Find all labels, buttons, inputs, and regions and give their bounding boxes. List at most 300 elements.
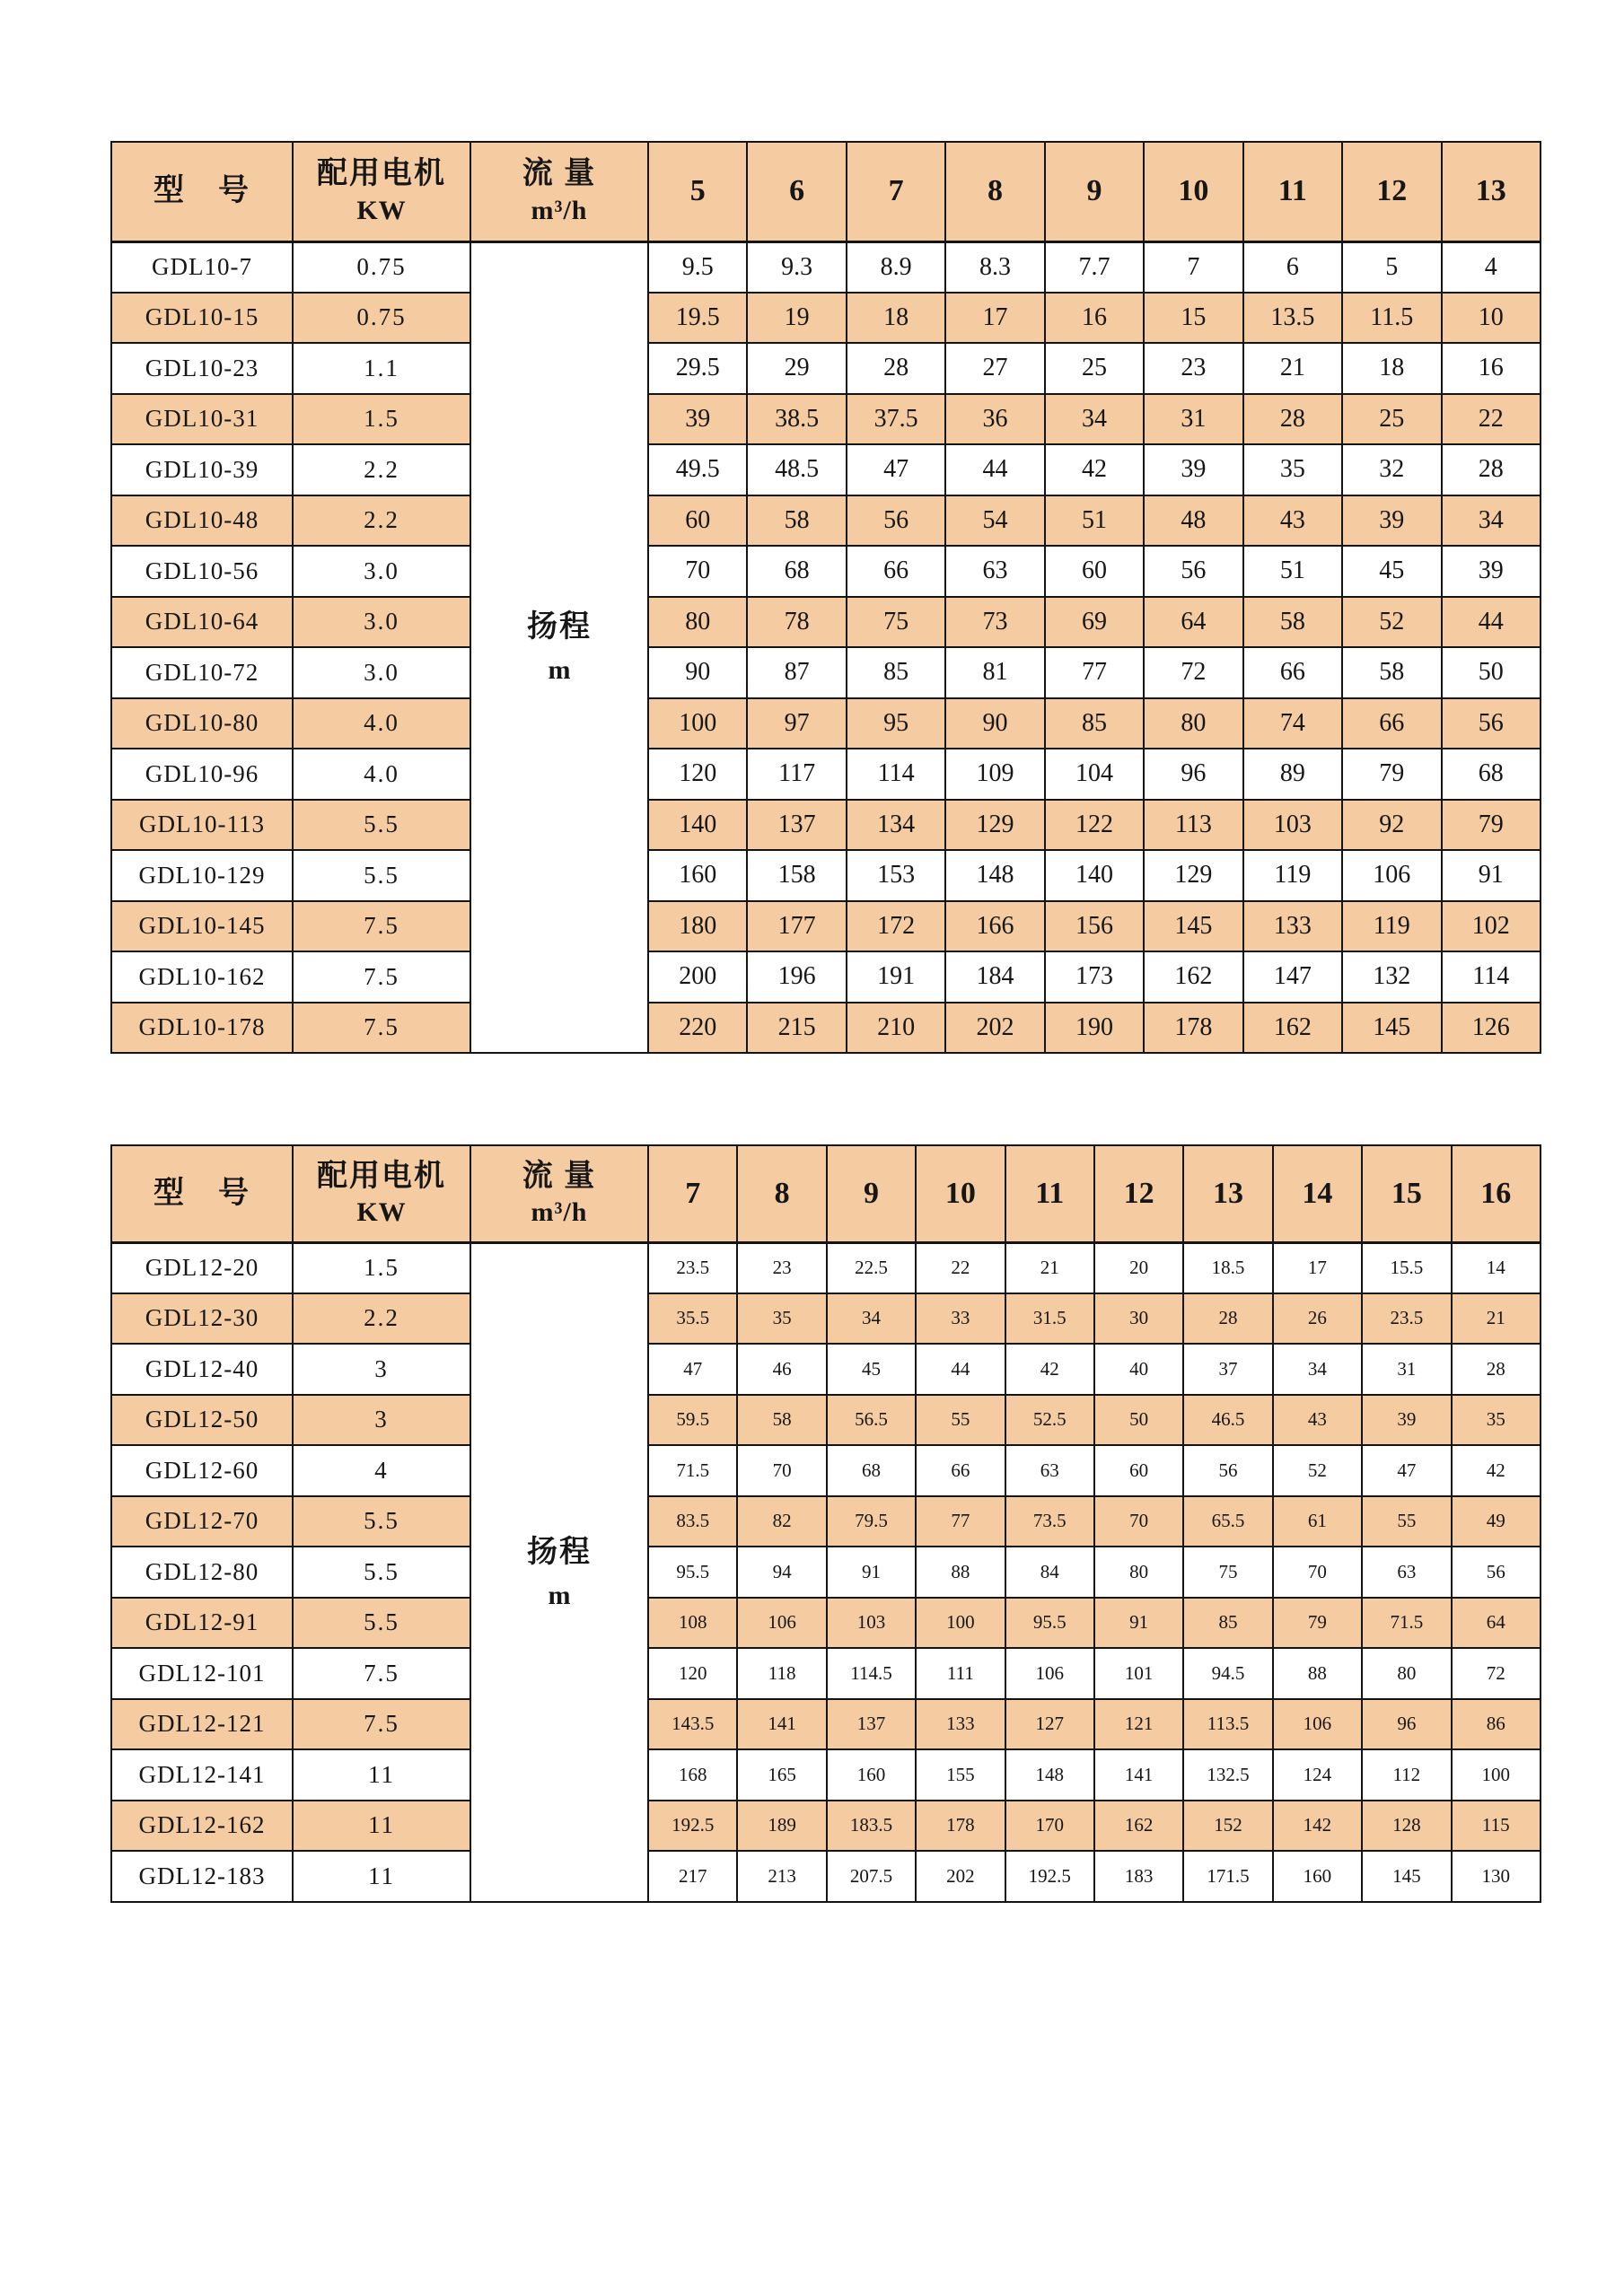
table-row	[111, 1344, 1541, 1395]
head-value-cell: 141	[1094, 1749, 1183, 1801]
flow-value-header-cell: 12	[1094, 1145, 1183, 1242]
head-value-cell: 73	[945, 597, 1044, 648]
head-value-cell: 60	[1094, 1445, 1183, 1496]
head-value-cell: 196	[747, 951, 846, 1003]
pump-model-cell: GDL10-48	[111, 495, 293, 547]
head-value-cell: 160	[827, 1749, 916, 1801]
head-value-cell: 162	[1094, 1801, 1183, 1852]
head-value-cell: 7.7	[1045, 241, 1144, 293]
pump-model-cell: GDL10-39	[111, 444, 293, 495]
head-value-cell: 68	[747, 546, 846, 597]
head-value-cell: 114	[1442, 951, 1541, 1003]
head-value-cell: 49.5	[648, 444, 747, 495]
motor-power-cell: 7.5	[293, 1003, 470, 1054]
head-value-cell: 17	[945, 293, 1044, 344]
head-value-cell: 178	[916, 1801, 1005, 1852]
table-row	[111, 495, 1541, 547]
head-value-cell: 56	[1442, 698, 1541, 749]
head-value-cell: 34	[1273, 1344, 1362, 1395]
flow-value-header-cell: 13	[1442, 142, 1541, 241]
head-value-cell: 83.5	[648, 1496, 737, 1547]
head-value-cell: 106	[737, 1598, 826, 1649]
head-value-cell: 63	[1005, 1445, 1094, 1496]
table-row	[111, 1598, 1541, 1649]
head-value-cell: 90	[648, 647, 747, 698]
pump-model-cell: GDL10-72	[111, 647, 293, 698]
pump-model-cell: GDL10-56	[111, 546, 293, 597]
head-value-cell: 18.5	[1183, 1242, 1272, 1293]
head-value-cell: 72	[1144, 647, 1242, 698]
head-value-cell: 15.5	[1362, 1242, 1451, 1293]
head-value-cell: 23	[1144, 343, 1242, 394]
head-value-cell: 120	[648, 749, 747, 800]
head-value-cell: 172	[847, 901, 945, 952]
motor-power-cell: 3.0	[293, 597, 470, 648]
head-value-cell: 66	[847, 546, 945, 597]
head-value-cell: 180	[648, 901, 747, 952]
table-row	[111, 1547, 1541, 1598]
table-row	[111, 951, 1541, 1003]
table-row	[111, 1648, 1541, 1699]
head-value-cell: 142	[1273, 1801, 1362, 1852]
head-value-cell: 78	[747, 597, 846, 648]
head-value-cell: 66	[916, 1445, 1005, 1496]
pump-model-cell: GDL12-70	[111, 1496, 293, 1547]
head-value-cell: 183	[1094, 1851, 1183, 1902]
head-value-cell: 217	[648, 1851, 737, 1902]
head-value-cell: 153	[847, 850, 945, 901]
head-value-cell: 89	[1243, 749, 1342, 800]
head-value-cell: 58	[737, 1395, 826, 1446]
flow-value-header-cell: 7	[847, 142, 945, 241]
head-value-cell: 80	[1362, 1648, 1451, 1699]
head-value-cell: 77	[916, 1496, 1005, 1547]
head-value-cell: 44	[1442, 597, 1541, 648]
motor-power-header-cell	[293, 1145, 470, 1242]
head-value-cell: 35	[1243, 444, 1342, 495]
head-value-cell: 46.5	[1183, 1395, 1272, 1446]
motor-power-cell: 0.75	[293, 241, 470, 293]
flow-value-header-cell: 8	[945, 142, 1044, 241]
head-value-cell: 192.5	[1005, 1851, 1094, 1902]
table-header-row	[111, 142, 1541, 241]
head-value-cell: 33	[916, 1293, 1005, 1345]
head-column-label: 扬程	[527, 610, 592, 644]
head-value-cell: 25	[1045, 343, 1144, 394]
head-value-cell: 168	[648, 1749, 737, 1801]
head-value-cell: 143.5	[648, 1699, 737, 1750]
head-value-cell: 60	[648, 495, 747, 547]
head-value-cell: 31	[1362, 1344, 1451, 1395]
flow-value-header-cell: 16	[1452, 1145, 1541, 1242]
head-value-cell: 165	[737, 1749, 826, 1801]
head-value-cell: 28	[1452, 1344, 1541, 1395]
head-value-cell: 48	[1144, 495, 1242, 547]
table-row	[111, 1003, 1541, 1054]
head-value-cell: 18	[847, 293, 945, 344]
head-value-cell: 210	[847, 1003, 945, 1054]
head-value-cell: 26	[1273, 1293, 1362, 1345]
head-value-cell: 70	[1273, 1547, 1362, 1598]
head-value-cell: 10	[1442, 293, 1541, 344]
head-value-cell: 71.5	[648, 1445, 737, 1496]
head-value-cell: 50	[1094, 1395, 1183, 1446]
flow-rate-header-label: 流 量	[522, 157, 597, 191]
head-value-cell: 48.5	[747, 444, 846, 495]
head-value-cell: 148	[945, 850, 1044, 901]
motor-power-cell: 11	[293, 1851, 470, 1902]
head-value-cell: 121	[1094, 1699, 1183, 1750]
head-value-cell: 4	[1442, 241, 1541, 293]
head-value-cell: 190	[1045, 1003, 1144, 1054]
head-value-cell: 58	[747, 495, 846, 547]
head-value-cell: 118	[737, 1648, 826, 1699]
head-value-cell: 34	[1442, 495, 1541, 547]
head-value-cell: 97	[747, 698, 846, 749]
table-row	[111, 800, 1541, 851]
head-value-cell: 134	[847, 800, 945, 851]
motor-power-cell: 11	[293, 1749, 470, 1801]
head-value-cell: 87	[747, 647, 846, 698]
head-value-cell: 119	[1243, 850, 1342, 901]
head-value-cell: 96	[1144, 749, 1242, 800]
head-value-cell: 126	[1442, 1003, 1541, 1054]
head-value-cell: 43	[1243, 495, 1342, 547]
pump-model-cell: GDL10-15	[111, 293, 293, 344]
head-value-cell: 51	[1243, 546, 1342, 597]
flow-value-header-cell: 12	[1342, 142, 1441, 241]
head-value-cell: 47	[1362, 1445, 1451, 1496]
flow-rate-unit-label: m³/h	[531, 195, 588, 225]
head-value-cell: 113.5	[1183, 1699, 1272, 1750]
head-value-cell: 114	[847, 749, 945, 800]
model-header-label: 型 号	[154, 174, 250, 207]
head-value-cell: 23.5	[648, 1242, 737, 1293]
head-value-cell: 68	[827, 1445, 916, 1496]
head-merged-column-cell	[470, 1242, 648, 1902]
head-value-cell: 84	[1005, 1547, 1094, 1598]
head-value-cell: 56	[1452, 1547, 1541, 1598]
head-value-cell: 133	[1243, 901, 1342, 952]
head-value-cell: 19.5	[648, 293, 747, 344]
head-value-cell: 77	[1045, 647, 1144, 698]
flow-value-header-cell: 7	[648, 1145, 737, 1242]
head-value-cell: 31	[1144, 394, 1242, 445]
head-value-cell: 7	[1144, 241, 1242, 293]
motor-power-cell: 1.5	[293, 1242, 470, 1293]
motor-power-cell: 3	[293, 1395, 470, 1446]
head-value-cell: 160	[648, 850, 747, 901]
head-value-cell: 16	[1442, 343, 1541, 394]
head-value-cell: 23	[737, 1242, 826, 1293]
table-row	[111, 1851, 1541, 1902]
head-value-cell: 38.5	[747, 394, 846, 445]
motor-power-cell: 3.0	[293, 647, 470, 698]
head-value-cell: 100	[648, 698, 747, 749]
head-value-cell: 17	[1273, 1242, 1362, 1293]
head-value-cell: 101	[1094, 1648, 1183, 1699]
pump-model-cell: GDL10-96	[111, 749, 293, 800]
head-value-cell: 35.5	[648, 1293, 737, 1345]
head-value-cell: 70	[737, 1445, 826, 1496]
motor-power-header-label: 配用电机	[317, 1159, 446, 1193]
head-value-cell: 132.5	[1183, 1749, 1272, 1801]
head-value-cell: 47	[847, 444, 945, 495]
head-value-cell: 85	[847, 647, 945, 698]
head-value-cell: 70	[1094, 1496, 1183, 1547]
head-value-cell: 51	[1045, 495, 1144, 547]
head-value-cell: 96	[1362, 1699, 1451, 1750]
head-value-cell: 81	[945, 647, 1044, 698]
model-header-label: 型 号	[154, 1176, 250, 1210]
head-value-cell: 122	[1045, 800, 1144, 851]
pump-model-cell: GDL12-30	[111, 1293, 293, 1345]
head-value-cell: 39	[1144, 444, 1242, 495]
head-value-cell: 63	[1362, 1547, 1451, 1598]
flow-value-header-cell: 13	[1183, 1145, 1272, 1242]
head-value-cell: 95.5	[648, 1547, 737, 1598]
head-value-cell: 114.5	[827, 1648, 916, 1699]
head-value-cell: 8.9	[847, 241, 945, 293]
pump-spec-table-gdl10	[110, 141, 1541, 1054]
pump-model-cell: GDL12-141	[111, 1749, 293, 1801]
head-value-cell: 127	[1005, 1699, 1094, 1750]
head-value-cell: 119	[1342, 901, 1441, 952]
head-value-cell: 106	[1005, 1648, 1094, 1699]
head-value-cell: 28	[1183, 1293, 1272, 1345]
head-value-cell: 86	[1452, 1699, 1541, 1750]
flow-rate-header-cell	[470, 1145, 648, 1242]
table-row	[111, 597, 1541, 648]
table-row	[111, 444, 1541, 495]
pump-model-cell: GDL10-80	[111, 698, 293, 749]
head-value-cell: 61	[1273, 1496, 1362, 1547]
head-value-cell: 20	[1094, 1242, 1183, 1293]
motor-power-cell: 2.2	[293, 444, 470, 495]
motor-power-cell: 3.0	[293, 546, 470, 597]
motor-power-cell: 1.1	[293, 343, 470, 394]
motor-power-cell: 4.0	[293, 698, 470, 749]
head-value-cell: 73.5	[1005, 1496, 1094, 1547]
motor-power-header-label: 配用电机	[317, 157, 446, 191]
head-value-cell: 58	[1342, 647, 1441, 698]
head-value-cell: 74	[1243, 698, 1342, 749]
head-value-cell: 28	[847, 343, 945, 394]
flow-value-header-cell: 10	[916, 1145, 1005, 1242]
motor-power-cell: 5.5	[293, 850, 470, 901]
pump-model-cell: GDL10-129	[111, 850, 293, 901]
head-value-cell: 30	[1094, 1293, 1183, 1345]
pump-model-cell: GDL12-91	[111, 1598, 293, 1649]
pump-model-cell: GDL12-20	[111, 1242, 293, 1293]
head-value-cell: 106	[1342, 850, 1441, 901]
flow-value-header-cell: 15	[1362, 1145, 1451, 1242]
flow-value-header-cell: 11	[1243, 142, 1342, 241]
motor-power-cell: 7.5	[293, 1648, 470, 1699]
head-value-cell: 64	[1144, 597, 1242, 648]
motor-power-cell: 5.5	[293, 1598, 470, 1649]
table-row	[111, 749, 1541, 800]
pump-model-cell: GDL12-40	[111, 1344, 293, 1395]
flow-rate-unit-label: m³/h	[531, 1197, 588, 1228]
head-value-cell: 59.5	[648, 1395, 737, 1446]
head-value-cell: 75	[847, 597, 945, 648]
table-row	[111, 546, 1541, 597]
head-value-cell: 66	[1342, 698, 1441, 749]
head-value-cell: 184	[945, 951, 1044, 1003]
head-value-cell: 42	[1452, 1445, 1541, 1496]
head-value-cell: 56	[1183, 1445, 1272, 1496]
head-value-cell: 140	[1045, 850, 1144, 901]
head-value-cell: 189	[737, 1801, 826, 1852]
pump-model-cell: GDL10-64	[111, 597, 293, 648]
head-value-cell: 29.5	[648, 343, 747, 394]
head-column-label: 扬程	[527, 1535, 592, 1569]
head-value-cell: 94	[737, 1547, 826, 1598]
head-value-cell: 22	[1442, 394, 1541, 445]
head-value-cell: 103	[1243, 800, 1342, 851]
head-value-cell: 40	[1094, 1344, 1183, 1395]
pump-model-cell: GDL12-183	[111, 1851, 293, 1902]
motor-power-cell: 5.5	[293, 800, 470, 851]
head-value-cell: 47	[648, 1344, 737, 1395]
head-value-cell: 6	[1243, 241, 1342, 293]
head-value-cell: 140	[648, 800, 747, 851]
head-value-cell: 88	[916, 1547, 1005, 1598]
head-value-cell: 202	[945, 1003, 1044, 1054]
head-value-cell: 66	[1243, 647, 1342, 698]
head-value-cell: 29	[747, 343, 846, 394]
head-value-cell: 79	[1442, 800, 1541, 851]
head-value-cell: 79.5	[827, 1496, 916, 1547]
head-value-cell: 35	[737, 1293, 826, 1345]
head-value-cell: 43	[1273, 1395, 1362, 1446]
table-row	[111, 1242, 1541, 1293]
head-value-cell: 54	[945, 495, 1044, 547]
table-header-row	[111, 1145, 1541, 1242]
pump-model-cell: GDL12-50	[111, 1395, 293, 1446]
flow-value-header-cell: 8	[737, 1145, 826, 1242]
table-row	[111, 1749, 1541, 1801]
pump-model-cell: GDL12-60	[111, 1445, 293, 1496]
pump-model-cell: GDL10-145	[111, 901, 293, 952]
head-value-cell: 50	[1442, 647, 1541, 698]
pump-model-cell: GDL12-121	[111, 1699, 293, 1750]
head-value-cell: 34	[1045, 394, 1144, 445]
head-value-cell: 178	[1144, 1003, 1242, 1054]
head-value-cell: 64	[1452, 1598, 1541, 1649]
head-column-unit-label: m	[548, 1580, 571, 1610]
head-value-cell: 44	[916, 1344, 1005, 1395]
motor-power-cell: 7.5	[293, 951, 470, 1003]
table-row	[111, 647, 1541, 698]
head-value-cell: 32	[1342, 444, 1441, 495]
head-value-cell: 80	[1094, 1547, 1183, 1598]
table-row	[111, 698, 1541, 749]
pump-model-cell: GDL10-23	[111, 343, 293, 394]
head-value-cell: 18	[1342, 343, 1441, 394]
head-value-cell: 31.5	[1005, 1293, 1094, 1345]
head-value-cell: 100	[916, 1598, 1005, 1649]
head-value-cell: 213	[737, 1851, 826, 1902]
head-value-cell: 8.3	[945, 241, 1044, 293]
head-value-cell: 52	[1273, 1445, 1362, 1496]
flow-rate-header-label: 流 量	[522, 1159, 597, 1193]
motor-power-cell: 11	[293, 1801, 470, 1852]
head-value-cell: 129	[945, 800, 1044, 851]
pump-spec-table-gdl12	[110, 1144, 1541, 1903]
pump-model-cell: GDL10-113	[111, 800, 293, 851]
head-value-cell: 11.5	[1342, 293, 1441, 344]
table-row	[111, 1801, 1541, 1852]
head-value-cell: 52	[1342, 597, 1441, 648]
table-row	[111, 1699, 1541, 1750]
head-value-cell: 90	[945, 698, 1044, 749]
pump-model-cell: GDL10-178	[111, 1003, 293, 1054]
head-value-cell: 115	[1452, 1801, 1541, 1852]
flow-value-header-cell: 9	[1045, 142, 1144, 241]
head-value-cell: 37	[1183, 1344, 1272, 1395]
motor-power-cell: 7.5	[293, 901, 470, 952]
head-value-cell: 52.5	[1005, 1395, 1094, 1446]
head-value-cell: 132	[1342, 951, 1441, 1003]
head-value-cell: 129	[1144, 850, 1242, 901]
head-value-cell: 21	[1005, 1242, 1094, 1293]
head-value-cell: 128	[1362, 1801, 1451, 1852]
flow-value-header-cell: 6	[747, 142, 846, 241]
motor-power-header-cell	[293, 142, 470, 241]
head-value-cell: 133	[916, 1699, 1005, 1750]
head-value-cell: 13.5	[1243, 293, 1342, 344]
head-value-cell: 85	[1045, 698, 1144, 749]
model-header-cell	[111, 1145, 293, 1242]
head-value-cell: 215	[747, 1003, 846, 1054]
head-value-cell: 95	[847, 698, 945, 749]
flow-value-header-cell: 5	[648, 142, 747, 241]
head-value-cell: 183.5	[827, 1801, 916, 1852]
table-row	[111, 1395, 1541, 1446]
head-value-cell: 60	[1045, 546, 1144, 597]
head-value-cell: 79	[1342, 749, 1441, 800]
model-header-cell	[111, 142, 293, 241]
head-value-cell: 22.5	[827, 1242, 916, 1293]
head-value-cell: 112	[1362, 1749, 1451, 1801]
head-value-cell: 63	[945, 546, 1044, 597]
head-value-cell: 55	[1362, 1496, 1451, 1547]
head-value-cell: 25	[1342, 394, 1441, 445]
head-value-cell: 94.5	[1183, 1648, 1272, 1699]
head-value-cell: 117	[747, 749, 846, 800]
pump-model-cell: GDL10-7	[111, 241, 293, 293]
head-value-cell: 15	[1144, 293, 1242, 344]
head-value-cell: 220	[648, 1003, 747, 1054]
head-value-cell: 166	[945, 901, 1044, 952]
head-value-cell: 9.5	[648, 241, 747, 293]
head-value-cell: 171.5	[1183, 1851, 1272, 1902]
head-value-cell: 91	[827, 1547, 916, 1598]
motor-power-unit-label: KW	[356, 195, 407, 225]
motor-power-cell: 4	[293, 1445, 470, 1496]
head-value-cell: 88	[1273, 1648, 1362, 1699]
motor-power-unit-label: KW	[356, 1197, 407, 1228]
motor-power-cell: 1.5	[293, 394, 470, 445]
head-value-cell: 80	[648, 597, 747, 648]
head-value-cell: 191	[847, 951, 945, 1003]
flow-rate-header-cell	[470, 142, 648, 241]
head-value-cell: 91	[1442, 850, 1541, 901]
motor-power-cell: 3	[293, 1344, 470, 1395]
head-value-cell: 9.3	[747, 241, 846, 293]
